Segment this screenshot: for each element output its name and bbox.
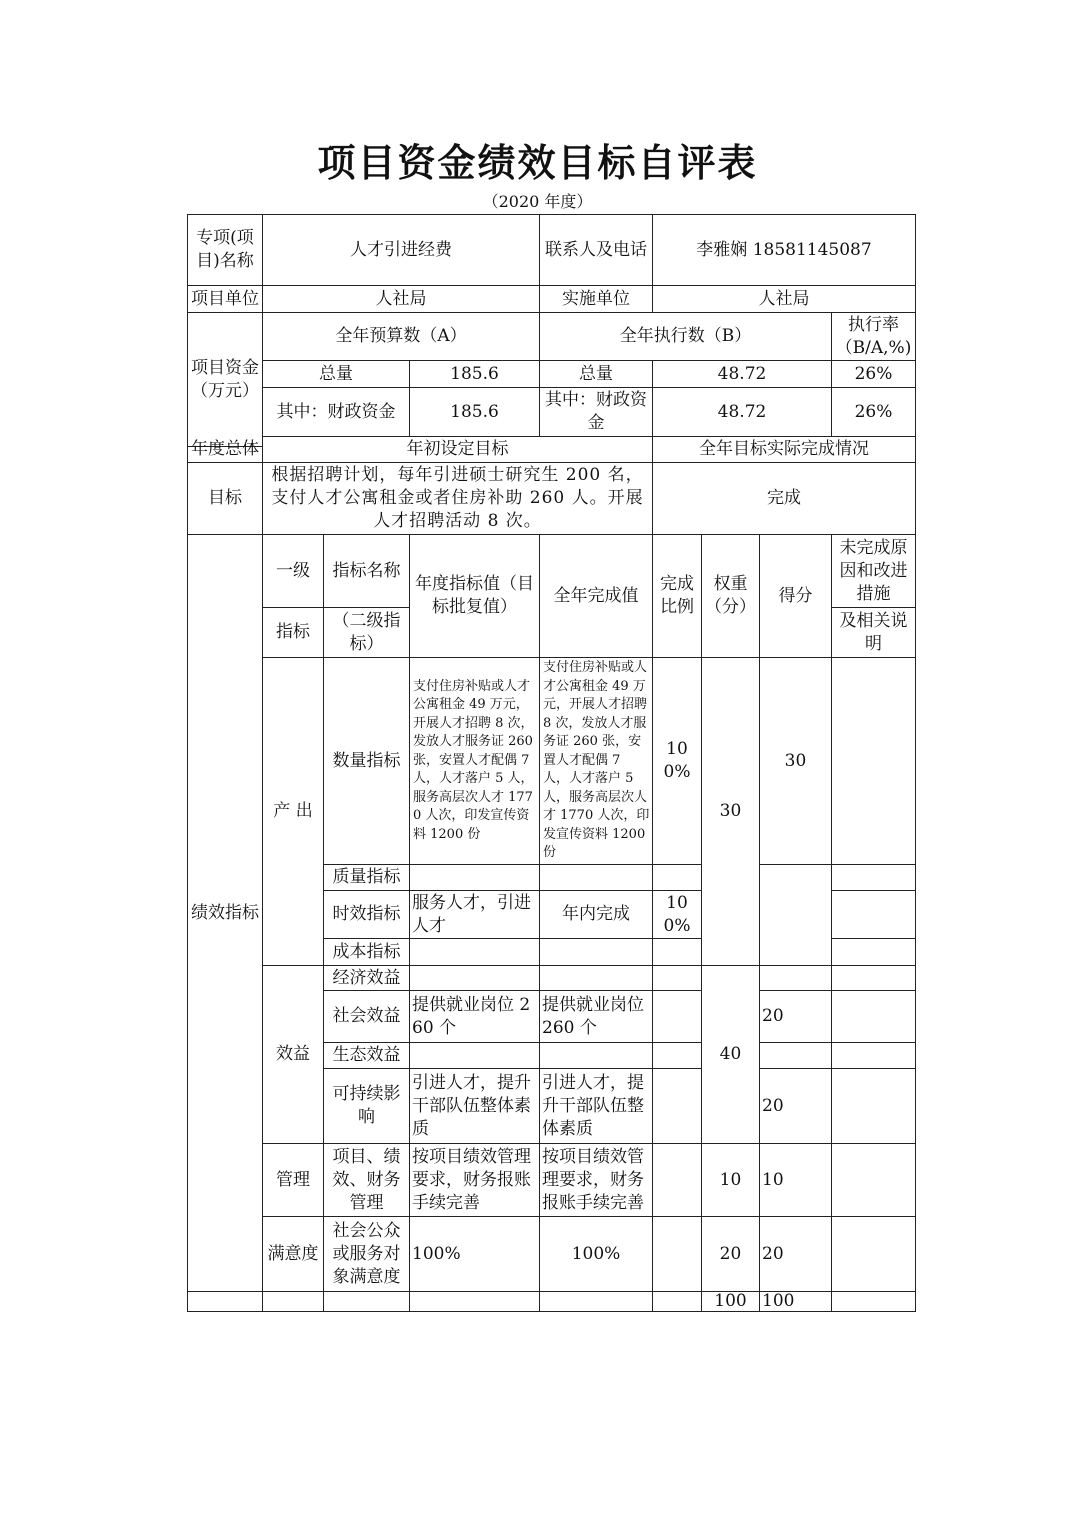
col-level1-a: 一级 [263, 535, 324, 608]
timeliness-reason [832, 891, 915, 939]
actual-goal-text: 完成 [653, 463, 915, 535]
benefit-weight: 40 [702, 966, 760, 1144]
quality-label: 质量指标 [324, 865, 410, 891]
fiscal-label: 其中：财政资金 [263, 388, 410, 437]
col-reason-a: 未完成原因和改进措施 [832, 535, 915, 608]
quantity-label: 数量指标 [324, 658, 410, 865]
output-weight: 30 [702, 658, 760, 966]
indicators-label: 绩效指标 [188, 535, 263, 1292]
social-score: 20 [760, 991, 832, 1043]
overall-label: 年度总体 [188, 437, 263, 463]
total-row-blank-4 [410, 1292, 540, 1311]
economic-target [410, 966, 540, 991]
cost-target [410, 939, 540, 966]
total-weight: 100 [702, 1292, 760, 1311]
initial-goal-header: 年初设定目标 [263, 437, 653, 463]
eco-reason [832, 1043, 915, 1069]
page-title: 项目资金绩效目标自评表 [317, 140, 758, 185]
satisfaction-score: 20 [760, 1217, 832, 1292]
col-reason-b: 及相关说明 [832, 608, 915, 658]
col-score: 得分 [760, 535, 832, 658]
unit-label: 项目单位 [188, 286, 263, 313]
total-label: 总量 [263, 361, 410, 388]
mgmt-actual: 按项目绩效管理要求，财务报账手续完善 [540, 1144, 653, 1217]
evaluation-table [187, 214, 916, 1312]
mgmt-score: 10 [760, 1144, 832, 1217]
satisfaction-weight: 20 [702, 1217, 760, 1292]
timeliness-label: 时效指标 [324, 891, 410, 939]
fiscal-exec: 48.72 [653, 388, 832, 437]
sustain-target: 引进人才，提升干部队伍整体素质 [410, 1069, 540, 1144]
social-target: 提供就业岗位 260 个 [410, 991, 540, 1043]
quality-actual [540, 865, 653, 891]
quantity-ratio: 100% [653, 658, 702, 865]
quality-reason [832, 865, 915, 891]
total-row-blank-6 [653, 1292, 702, 1311]
sustain-actual: 引进人才，提升干部队伍整体素质 [540, 1069, 653, 1144]
target-label: 目标 [188, 463, 263, 535]
social-label: 社会效益 [324, 991, 410, 1043]
col-weight: 权重（分） [702, 535, 760, 658]
col-name-b: （二级指标） [324, 608, 410, 658]
economic-reason [832, 966, 915, 991]
output-label: 产 出 [263, 658, 324, 966]
cost-label: 成本指标 [324, 939, 410, 966]
total-score: 100 [760, 1292, 832, 1311]
satisfaction-target: 100% [410, 1217, 540, 1292]
total-row-blank-1 [188, 1292, 263, 1311]
satisfaction-actual: 100% [540, 1217, 653, 1292]
unit-value: 人社局 [263, 286, 540, 313]
fiscal-exec-label: 其中：财政资金 [540, 388, 653, 437]
project-name-label: 专项(项目)名称 [188, 215, 263, 286]
economic-label: 经济效益 [324, 966, 410, 991]
total-exec: 48.72 [653, 361, 832, 388]
impl-unit-label: 实施单位 [540, 286, 653, 313]
col-actual: 全年完成值 [540, 535, 653, 658]
col-name-a: 指标名称 [324, 535, 410, 608]
eco-label: 生态效益 [324, 1043, 410, 1069]
output-score-blank [760, 865, 832, 966]
sustain-reason [832, 1069, 915, 1144]
col-ratio: 完成比例 [653, 535, 702, 658]
contact-label: 联系人及电话 [540, 215, 653, 286]
fiscal-rate: 26% [832, 388, 915, 437]
initial-goal-text: 根据招聘计划，每年引进硕士研究生 200 名，支付人才公寓租金或者住房补助 260 人。开展人才招聘活动 8 次。 [263, 463, 653, 535]
output-score: 30 [760, 658, 832, 865]
total-row-blank-3 [324, 1292, 410, 1311]
timeliness-ratio: 100% [653, 891, 702, 939]
mgmt-name: 项目、绩效、财务管理 [324, 1144, 410, 1217]
year-label: （2020 年度） [482, 192, 593, 211]
cost-actual [540, 939, 653, 966]
actual-goal-header: 全年目标实际完成情况 [653, 437, 915, 463]
impl-unit-value: 人社局 [653, 286, 915, 313]
fiscal-budget: 185.6 [410, 388, 540, 437]
eco-target [410, 1043, 540, 1069]
satisfaction-name: 社会公众或服务对象满意度 [324, 1217, 410, 1292]
mgmt-target: 按项目绩效管理要求，财务报账手续完善 [410, 1144, 540, 1217]
rate-header: 执行率（B/A,%) [832, 313, 915, 361]
sustain-ratio [653, 1069, 702, 1144]
timeliness-target: 服务人才，引进人才 [410, 891, 540, 939]
project-name-value: 人才引进经费 [263, 215, 540, 286]
eco-score [760, 1043, 832, 1069]
quantity-target: 支付住房补贴或人才公寓租金 49 万元，开展人才招聘 8 次，发放人才服务证 260 张，安置人才配偶 7 人，人才落户 5 人，服务高层次人才 1770 人次，印发宣传资料 1200 份 [410, 658, 540, 865]
eco-ratio [653, 1043, 702, 1069]
cost-ratio [653, 939, 702, 966]
quantity-reason [832, 658, 915, 865]
funds-label: 项目资金（万元） [188, 313, 263, 447]
satisfaction-ratio [653, 1217, 702, 1292]
quantity-actual: 支付住房补贴或人才公寓租金 49 万元，开展人才招聘 8 次，发放人才服务证 260 张，安置人才配偶 7 人，人才落户 5 人，服务高层次人才 1770 人次，印发宣传资料 1200 份 [540, 658, 653, 865]
satisfaction-label: 满意度 [263, 1217, 324, 1292]
quality-ratio [653, 865, 702, 891]
economic-ratio [653, 966, 702, 991]
sustain-label: 可持续影响 [324, 1069, 410, 1144]
social-reason [832, 991, 915, 1043]
eco-actual [540, 1043, 653, 1069]
cost-reason [832, 939, 915, 966]
contact-value: 李雅娴 18581145087 [653, 215, 915, 286]
mgmt-ratio [653, 1144, 702, 1217]
social-ratio [653, 991, 702, 1043]
mgmt-weight: 10 [702, 1144, 760, 1217]
economic-score [760, 966, 832, 991]
total-row-blank-2 [263, 1292, 324, 1311]
social-actual: 提供就业岗位 260 个 [540, 991, 653, 1043]
total-row-blank-5 [540, 1292, 653, 1311]
satisfaction-reason [832, 1217, 915, 1292]
total-rate: 26% [832, 361, 915, 388]
economic-actual [540, 966, 653, 991]
col-level1-b: 指标 [263, 608, 324, 658]
budget-header: 全年预算数（A） [263, 313, 540, 361]
mgmt-reason [832, 1144, 915, 1217]
col-target: 年度指标值（目标批复值） [410, 535, 540, 658]
sustain-score: 20 [760, 1069, 832, 1144]
total-exec-label: 总量 [540, 361, 653, 388]
exec-header: 全年执行数（B） [540, 313, 832, 361]
timeliness-actual: 年内完成 [540, 891, 653, 939]
total-row-blank-7 [832, 1292, 915, 1311]
mgmt-label: 管理 [263, 1144, 324, 1217]
benefit-label: 效益 [263, 966, 324, 1144]
total-budget: 185.6 [410, 361, 540, 388]
quality-target [410, 865, 540, 891]
